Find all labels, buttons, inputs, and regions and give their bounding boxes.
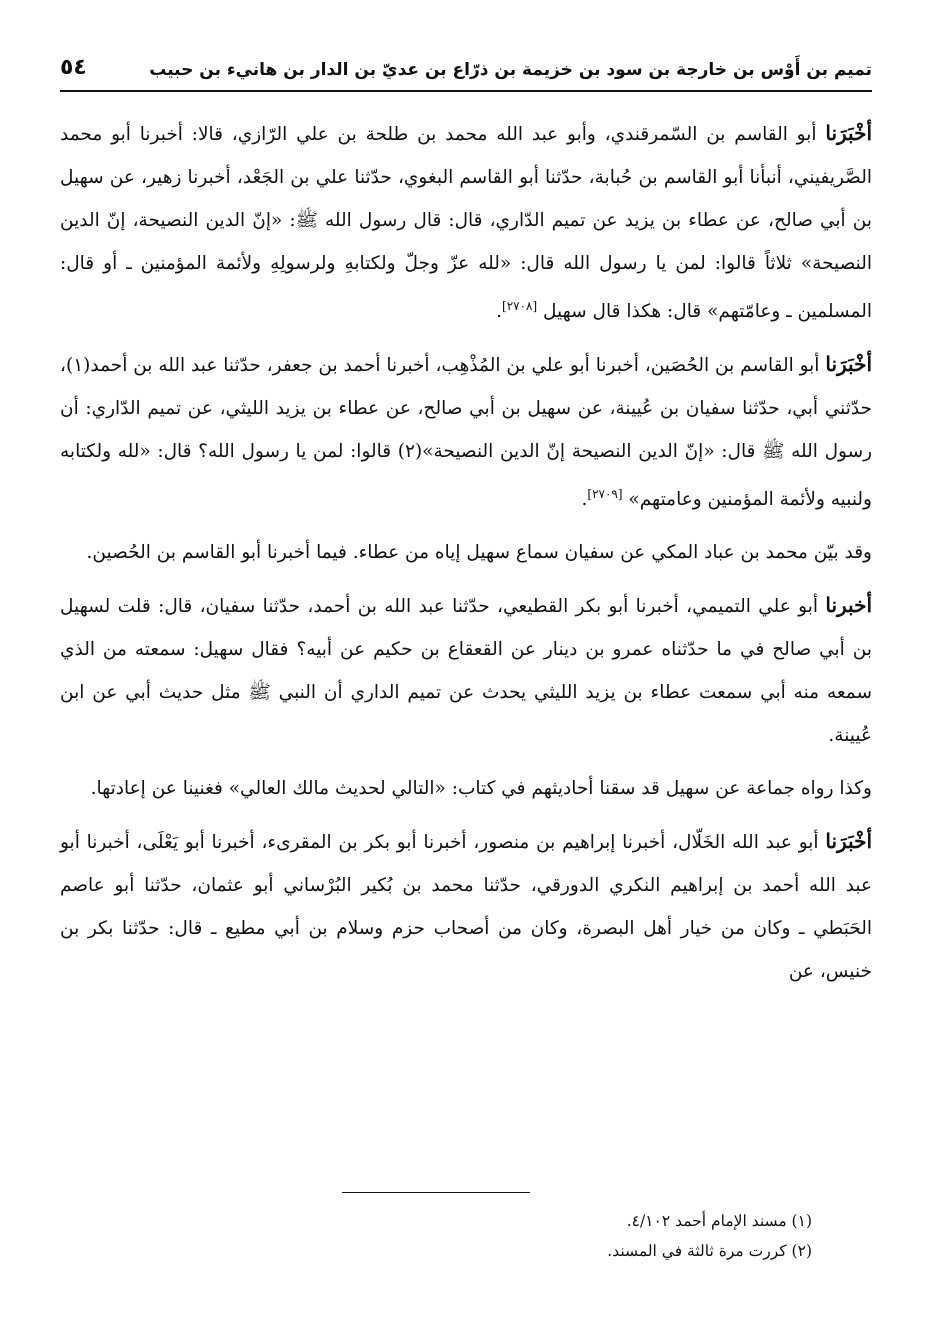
body-text: [60, 112, 872, 993]
hadith-number: [٢٧٠٩]: [587, 487, 623, 502]
paragraph: [60, 343, 872, 521]
paragraph-lead: أخْبَرَنا: [825, 352, 872, 377]
paragraph-lead: أخْبَرَنا: [825, 121, 872, 145]
running-head-title: تميم بن أَوْس بن خارجة بن سود بن خزيمة بن ذرّاع بن عديّ بن الدار بن هانيء بن حبيب: [149, 60, 872, 80]
paragraph-text: أبو عبد الله الخَلّال، أخبرنا إبراهيم بن منصور، أخبرنا أبو بكر بن المقرىء، أخبرنا أبو يَعْلَى، أخبرنا أبو عبد الله أحمد بن إبراهيم النكري الدورقي، حدّثنا محمد بن بُكير البُرْساني أبو عثمان، حدّثنا أبو عاصم الحَبَطي ـ وكان من خيار أهل البصرة، وكان من أصحاب حزم وسلام بن أبي مطيع ـ قال: حدّثنا بكر بن خنيس، عن: [60, 832, 872, 983]
paragraph-text: أبو علي التميمي، أخبرنا أبو بكر القطيعي، حدّثنا عبد الله بن أحمد، حدّثنا سفيان، قال: قلت لسهيل بن أبي صالح في ما حدّثناه عمرو بن دينار عن القعقاع بن حكيم عن أبيه؟ فقال سهيل: سمعته من الذي سمعه منه أبي سمعت عطاء بن يزيد الليثي يحدث عن تميم الداري أن النبي ﷺ مثل حديث أبي عن ابن عُيينة.: [60, 596, 872, 747]
paragraph-lead: أخبرنا: [825, 593, 872, 618]
hadith-number: [٢٧٠٨]: [502, 299, 538, 313]
footnote-divider: [342, 1192, 530, 1193]
paragraph: [60, 112, 872, 333]
paragraph: [60, 820, 872, 993]
paragraph: [60, 767, 872, 810]
paragraph-lead: أخْبَرَنا: [825, 829, 872, 854]
footnote: (٢) كررت مرة ثالثة في المسند.: [607, 1242, 812, 1260]
paragraph: [60, 531, 872, 574]
paragraph-text: أبو القاسم بن السّمرقندي، وأبو عبد الله محمد بن طلحة بن علي الرّازي، قالا: أخبرنا أبو محمد الصَّريفيني، أنبأنا أبو القاسم بن حُبابة، حدّثنا أبو القاسم البغوي، حدّثنا علي بن الجَعْد، أخبرنا زهير، عن سهيل بن أبي صالح، عن عطاء بن يزيد عن تميم الدّاري، قال: قال رسول الله ﷺ: «إنّ الدين النصيحة، إنّ الدين النصيحة» ثلاثاً قالوا: لمن يا رسول الله قال: «لله عزّ وجلّ ولكتابهِ ولرسولِهِ ولأئمة المؤمنين ـ أو قال: المسلمين ـ وعامّتهم» قال: هكذا قال سهيل: [60, 124, 872, 323]
paragraph-tail: .: [581, 489, 588, 511]
paragraph: [60, 584, 872, 757]
footnotes: [60, 1206, 812, 1266]
page: [60, 55, 872, 1003]
paragraph-text: أبو القاسم بن الحُصَين، أخبرنا أبو علي بن المُذْهِب، أخبرنا أحمد بن جعفر، حدّثنا عبد الله بن أحمد(١)، حدّثني أبي، حدّثنا سفيان بن عُيينة، عن سهيل بن أبي صالح، عن عطاء بن يزيد الليثي، عن تميم الدّاري: أن رسول الله ﷺ قال: «إنّ الدين النصيحة إنّ الدين النصيحة»(٢) قالوا: لمن يا رسول الله؟ قال: «لله ولكتابه ولنبيه ولأئمة المؤمنين وعامتهم»: [60, 355, 873, 511]
paragraph-text: وقد بيّن محمد بن عباد المكي عن سفيان سماع سهيل إياه من عطاء. فيما أخبرنا أبو القاسم بن الحُصين.: [86, 542, 872, 564]
footnote: (١) مسند الإمام أحمد ٤/١٠٢.: [626, 1212, 812, 1230]
running-head: [60, 55, 872, 92]
page-number: ٥٤: [60, 55, 87, 80]
paragraph-text: وكذا رواه جماعة عن سهيل قد سقنا أحاديثهم في كتاب: «التالي لحديث مالك العالي» فغنينا عن إعادتها.: [90, 778, 872, 800]
paragraph-tail: .: [496, 301, 502, 323]
